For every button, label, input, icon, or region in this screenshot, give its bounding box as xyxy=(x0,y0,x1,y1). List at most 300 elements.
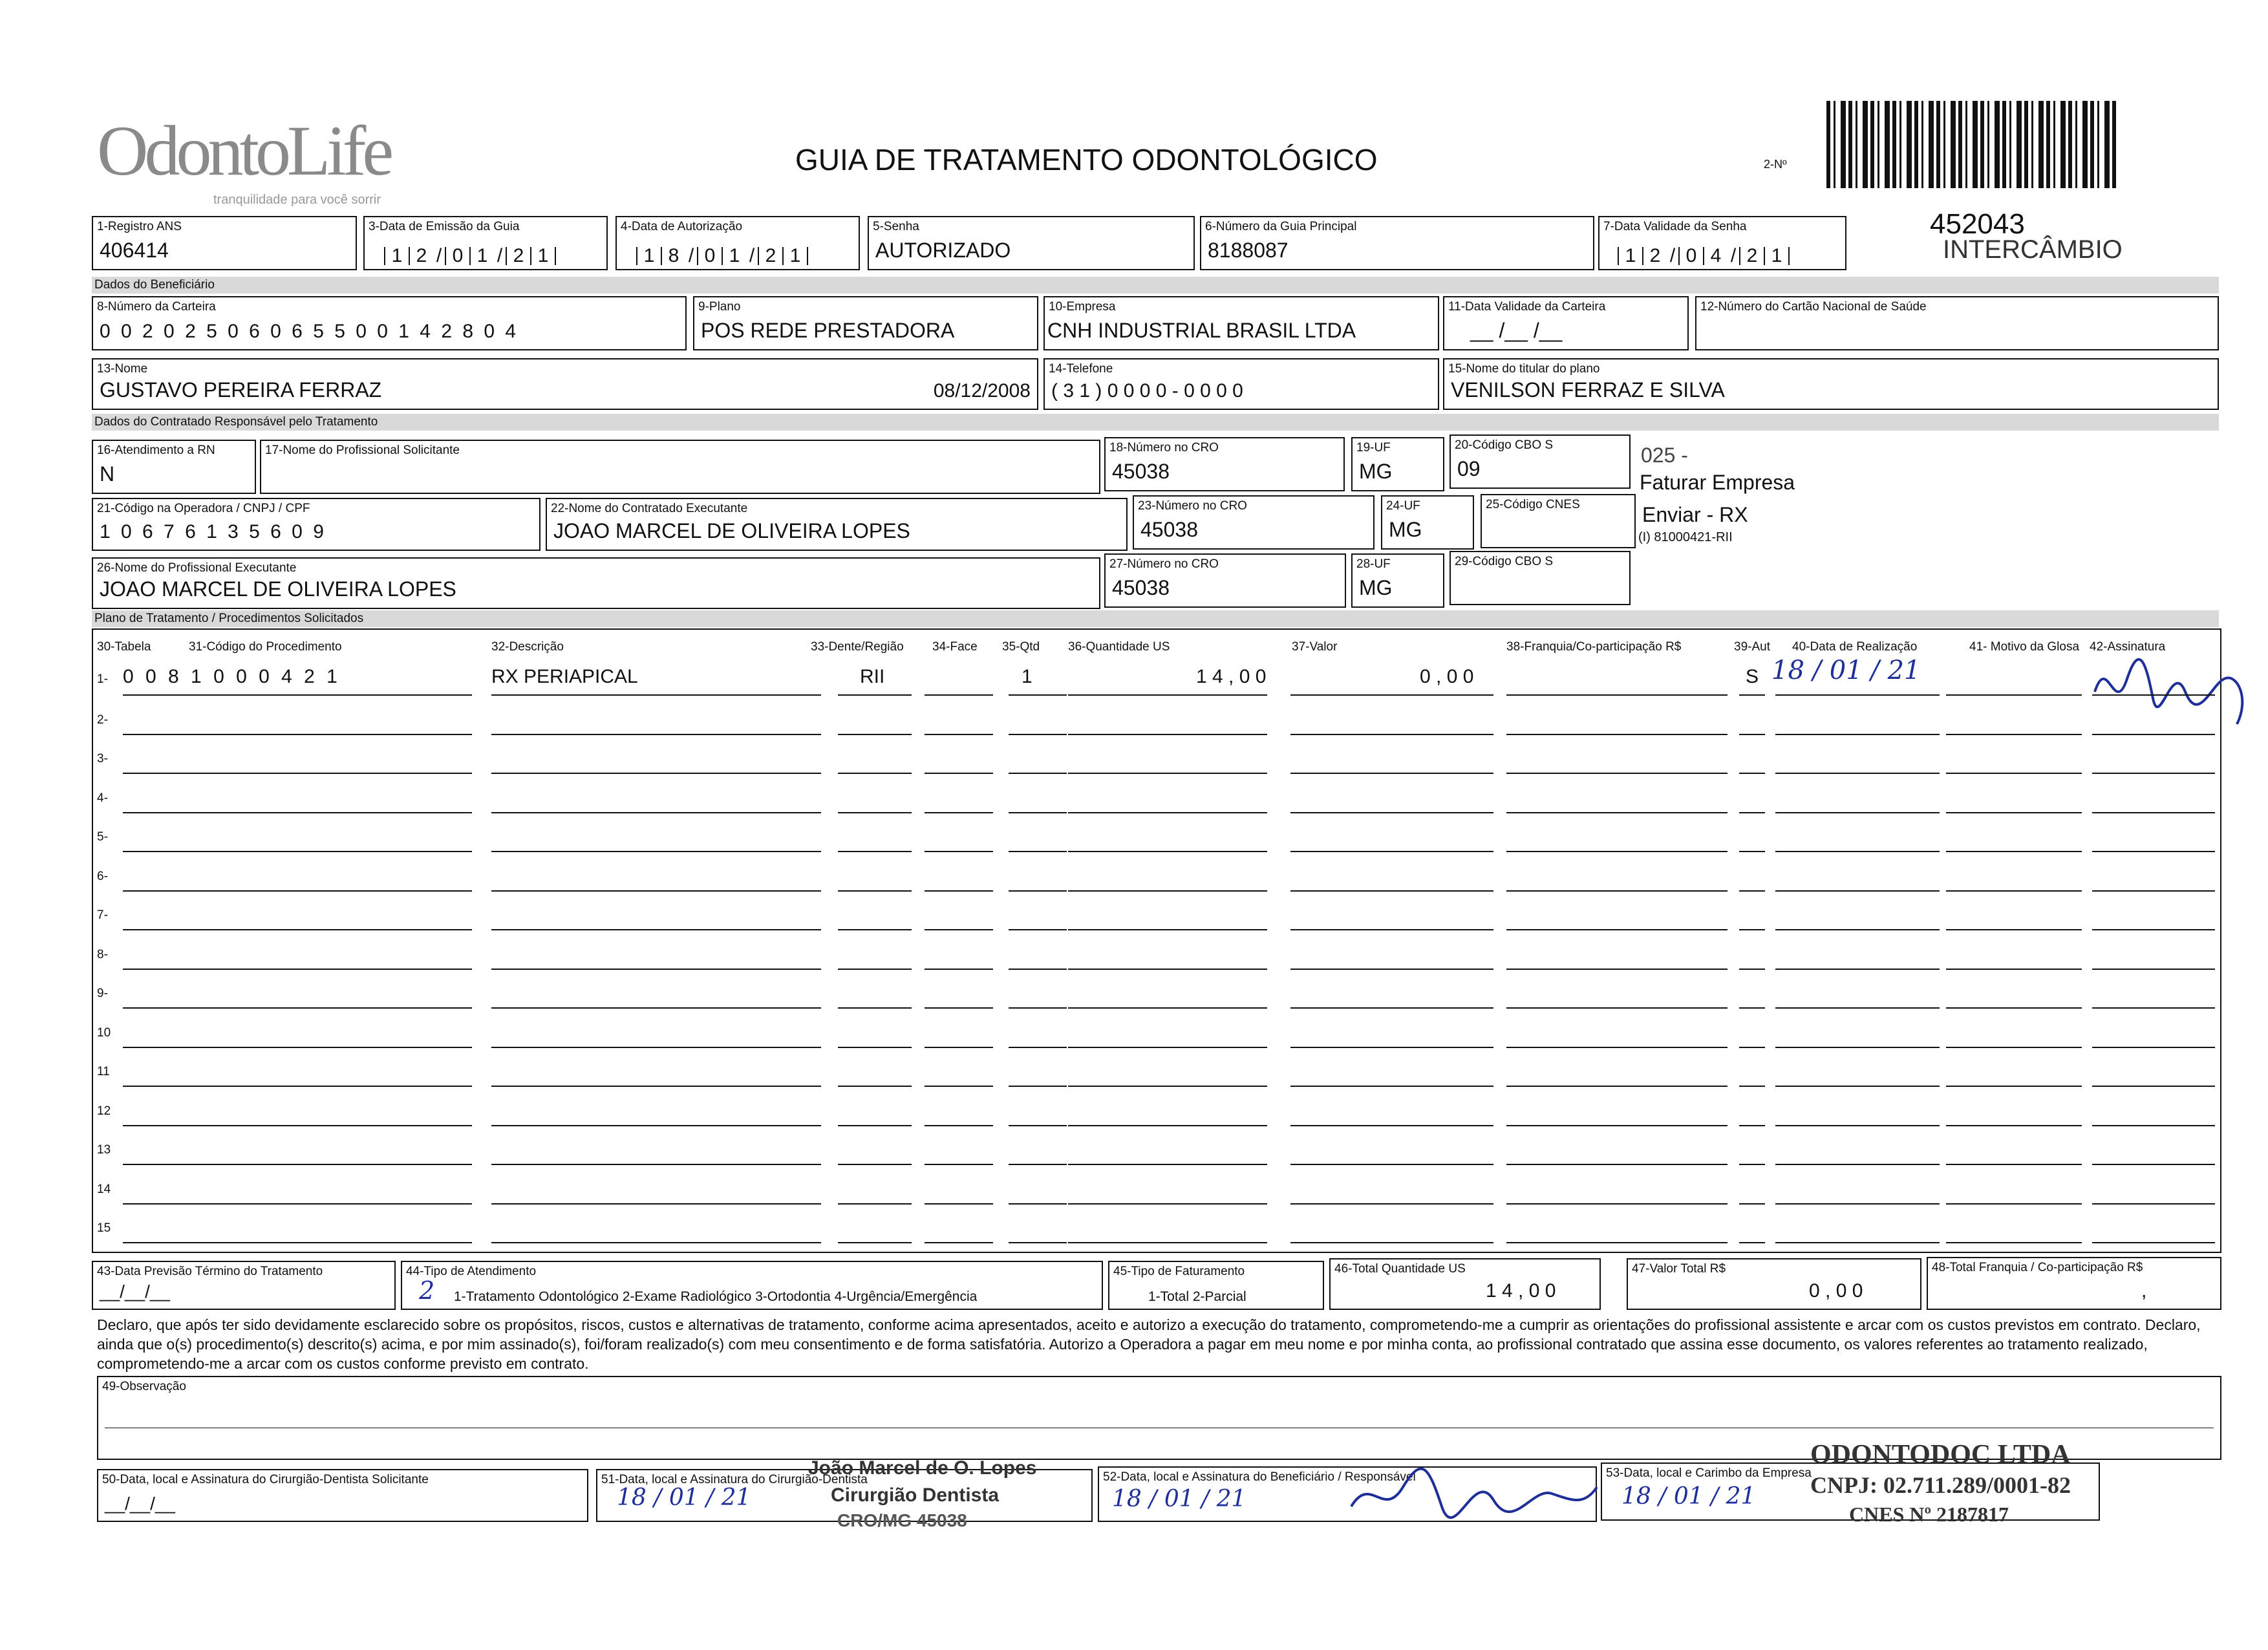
col-qtd: 35-Qtd xyxy=(1002,640,1040,654)
row1-codigo[interactable]: 0 0 8 1 0 0 0 4 2 1 xyxy=(123,666,341,687)
label: 5-Senha xyxy=(873,220,919,233)
value: 406414 xyxy=(100,239,169,262)
row-field-line xyxy=(1506,969,1728,970)
digit: / xyxy=(1730,245,1737,266)
field-cro27[interactable] xyxy=(1104,553,1346,608)
stamp-company-cnpj: CNPJ: 02.711.289/0001-82 xyxy=(1810,1472,2071,1498)
row-field-line xyxy=(1506,773,1728,774)
label: 13-Nome xyxy=(97,362,148,376)
barcode xyxy=(1826,101,2117,188)
field-registro-ans[interactable] xyxy=(92,216,357,270)
row-field-line xyxy=(491,969,821,970)
side-note-3: Enviar - RX xyxy=(1642,503,1748,526)
label: 25-Código CNES xyxy=(1486,498,1580,511)
row-field-line xyxy=(491,1125,821,1126)
field-senha[interactable] xyxy=(868,216,1195,270)
digit: 0 xyxy=(1678,247,1703,265)
digit: 1 xyxy=(1764,247,1790,265)
row-number: 9- xyxy=(97,987,108,1000)
row-field-line xyxy=(123,890,472,892)
value: JOAO MARCEL DE OLIVEIRA LOPES xyxy=(100,577,456,601)
row-field-line xyxy=(2092,773,2215,774)
row-field-line xyxy=(1506,1086,1728,1087)
stamp-company-cnes: CNES Nº 2187817 xyxy=(1849,1503,2009,1526)
date-value: 18 / 01 / 21 xyxy=(1112,1486,1246,1512)
value: __/__/__ xyxy=(100,1281,170,1302)
row-field-line xyxy=(1506,1242,1728,1243)
label: 19-UF xyxy=(1356,441,1391,455)
row-field-line xyxy=(1775,773,1940,774)
row-field-line xyxy=(491,929,821,930)
field-nome[interactable] xyxy=(92,358,1038,410)
label: 29-Código CBO S xyxy=(1455,555,1554,568)
field-cro18[interactable] xyxy=(1104,437,1345,491)
row-field-line xyxy=(1290,694,1493,696)
row-field-line xyxy=(1068,890,1267,892)
label: 24-UF xyxy=(1386,499,1420,513)
label: 17-Nome do Profissional Solicitante xyxy=(265,444,460,457)
row-field-line xyxy=(1946,1164,2082,1165)
row-field-line xyxy=(1009,812,1067,813)
label: 11-Data Validade da Carteira xyxy=(1448,300,1606,314)
row-field-line xyxy=(2092,734,2215,735)
col-qtd-us: 36-Quantidade US xyxy=(1068,640,1170,654)
row-field-line xyxy=(491,851,821,852)
row-field-line xyxy=(1068,1086,1267,1087)
digit: / xyxy=(436,245,442,266)
row-field-line xyxy=(1290,1007,1493,1009)
label: 53-Data, local e Carimbo da Empresa xyxy=(1606,1466,1812,1480)
value: 45038 xyxy=(1112,460,1170,483)
row-field-line xyxy=(925,1203,993,1205)
row-field-line xyxy=(1068,812,1267,813)
digit: 1 xyxy=(530,247,556,265)
section-label: Dados do Beneficiário xyxy=(94,278,215,292)
row-field-line xyxy=(491,1164,821,1165)
row-field-line xyxy=(1506,1047,1728,1048)
row-field-line xyxy=(1068,1007,1267,1009)
label: 15-Nome do titular do plano xyxy=(1448,362,1600,376)
row-field-line xyxy=(1009,1242,1067,1243)
row-field-line xyxy=(1739,969,1765,970)
value: GUSTAVO PEREIRA FERRAZ xyxy=(100,378,382,402)
row-field-line xyxy=(1775,694,1940,696)
row-field-line xyxy=(1775,1125,1940,1126)
digit: 0 xyxy=(445,247,469,265)
row-number: 7- xyxy=(97,908,108,922)
label: 3-Data de Emissão da Guia xyxy=(369,220,520,233)
row-field-line xyxy=(925,694,993,696)
row-field-line xyxy=(1068,1164,1267,1165)
value: MG xyxy=(1389,518,1422,541)
digit: 2 xyxy=(409,247,433,265)
row-field-line xyxy=(1009,1125,1067,1126)
row-field-line xyxy=(1290,734,1493,735)
row-field-line xyxy=(123,1086,472,1087)
row-field-line xyxy=(123,734,472,735)
value: 8188087 xyxy=(1208,239,1289,262)
row-field-line xyxy=(1506,734,1728,735)
col-face: 34-Face xyxy=(932,640,978,654)
field-telefone[interactable] xyxy=(1043,358,1439,410)
row-field-line xyxy=(123,1047,472,1048)
value: N xyxy=(100,462,115,486)
row-field-line xyxy=(1946,1007,2082,1009)
field-previsao[interactable] xyxy=(92,1261,396,1310)
guide-number: 452043 xyxy=(1930,208,2025,240)
field-assinatura-50[interactable] xyxy=(97,1469,588,1522)
field-plano[interactable] xyxy=(693,296,1038,350)
row-field-line xyxy=(838,929,912,930)
row-field-line xyxy=(123,929,472,930)
label: 27-Número no CRO xyxy=(1109,557,1219,571)
field-validade-senha[interactable] xyxy=(1598,216,1846,270)
label: 16-Atendimento a RN xyxy=(97,444,215,457)
row-field-line xyxy=(1506,1164,1728,1165)
label: 47-Valor Total R$ xyxy=(1632,1262,1726,1276)
row-field-line xyxy=(1946,1203,2082,1205)
row-field-line xyxy=(1775,1242,1940,1243)
row-field-line xyxy=(1775,1203,1940,1205)
row-field-line xyxy=(925,773,993,774)
field-uf19[interactable] xyxy=(1351,437,1444,491)
row-field-line xyxy=(1009,969,1067,970)
field-atendimento-rn[interactable] xyxy=(92,440,256,494)
row-field-line xyxy=(838,1203,912,1205)
row-field-line xyxy=(2092,1125,2215,1126)
field-guia-principal[interactable] xyxy=(1200,216,1594,270)
row-field-line xyxy=(1739,1047,1765,1048)
row-field-line xyxy=(838,1242,912,1243)
row-field-line xyxy=(1946,734,2082,735)
value: 09 xyxy=(1457,457,1481,480)
col-assinatura: 42-Assinatura xyxy=(2090,640,2166,654)
row-field-line xyxy=(1290,1164,1493,1165)
row1-qtd[interactable]: 1 xyxy=(1022,666,1032,687)
row-field-line xyxy=(925,1164,993,1165)
field-tipo-faturamento[interactable] xyxy=(1108,1261,1324,1310)
stamp-dentist-title: Cirurgião Dentista xyxy=(831,1484,1000,1506)
row-field-line xyxy=(1775,851,1940,852)
field-cartao-nacional[interactable] xyxy=(1695,296,2219,350)
row-field-line xyxy=(491,734,821,735)
faturamento-options: 1-Total 2-Parcial xyxy=(1148,1289,1246,1304)
row-field-line xyxy=(838,1007,912,1009)
logo-tagline: tranquilidade para você sorrir xyxy=(213,193,381,207)
row-field-line xyxy=(491,1242,821,1243)
row-field-line xyxy=(1009,734,1067,735)
row-field-line xyxy=(491,1203,821,1205)
row-field-line xyxy=(491,773,821,774)
row-field-line xyxy=(1946,969,2082,970)
row-field-line xyxy=(1068,969,1267,970)
label: 1-Registro ANS xyxy=(97,220,182,233)
label: 10-Empresa xyxy=(1049,300,1116,314)
row-field-line xyxy=(1775,929,1940,930)
row-field-line xyxy=(2092,929,2215,930)
label: 43-Data Previsão Término do Tratamento xyxy=(97,1265,323,1278)
row-field-line xyxy=(925,1007,993,1009)
row-field-line xyxy=(1506,694,1728,696)
row1-qtd-us[interactable]: 1 4 , 0 0 xyxy=(1196,666,1267,687)
label: 6-Número da Guia Principal xyxy=(1205,220,1357,233)
row-number: 11 xyxy=(97,1065,110,1078)
row-field-line xyxy=(123,969,472,970)
value: MG xyxy=(1359,576,1393,599)
row-field-line xyxy=(1739,890,1765,892)
field-prof-exec[interactable] xyxy=(92,557,1100,609)
row-field-line xyxy=(1775,1164,1940,1165)
row-field-line xyxy=(1009,1007,1067,1009)
row-field-line xyxy=(2092,812,2215,813)
row-field-line xyxy=(2092,969,2215,970)
row-field-line xyxy=(838,1047,912,1048)
label: 9-Plano xyxy=(698,300,741,314)
label: 28-UF xyxy=(1356,557,1391,571)
value: POS REDE PRESTADORA xyxy=(701,319,955,342)
row-field-line xyxy=(2092,694,2215,696)
row-field-line xyxy=(1290,851,1493,852)
row-field-line xyxy=(2092,1007,2215,1009)
row-field-line xyxy=(1739,929,1765,930)
row-field-line xyxy=(1009,929,1067,930)
row-field-line xyxy=(838,969,912,970)
field-uf28[interactable] xyxy=(1351,553,1444,608)
row-field-line xyxy=(1506,1007,1728,1009)
row-field-line xyxy=(1739,1164,1765,1165)
row-field-line xyxy=(1739,1203,1765,1205)
digit: 2 xyxy=(1642,247,1667,265)
row-field-line xyxy=(838,773,912,774)
field-franquia-total[interactable] xyxy=(1927,1257,2221,1310)
row-field-line xyxy=(1946,1086,2082,1087)
row-field-line xyxy=(925,890,993,892)
field-cbo29[interactable] xyxy=(1450,551,1631,605)
row-field-line xyxy=(925,1125,993,1126)
digit: / xyxy=(497,245,503,266)
value: ( 3 1 ) 0 0 0 0 - 0 0 0 0 xyxy=(1051,380,1243,402)
digit: / xyxy=(688,245,694,266)
row-field-line xyxy=(491,694,821,696)
row-field-line xyxy=(1009,773,1067,774)
field-uf24[interactable] xyxy=(1381,495,1474,550)
row-field-line xyxy=(1946,851,2082,852)
value: 1 0 6 7 6 1 3 5 6 0 9 xyxy=(100,521,326,542)
col-dente: 33-Dente/Região xyxy=(811,640,904,654)
digit: 8 xyxy=(661,247,685,265)
label: 14-Telefone xyxy=(1049,362,1113,376)
digit: / xyxy=(749,245,755,266)
guide-type: INTERCÂMBIO xyxy=(1943,235,2123,264)
row-field-line xyxy=(1068,1203,1267,1205)
label: 7-Data Validade da Senha xyxy=(1603,220,1747,233)
side-note-1: 025 - xyxy=(1641,444,1688,467)
row-field-line xyxy=(1290,929,1493,930)
value: 1 4 , 0 0 xyxy=(1486,1280,1556,1302)
label: 49-Observação xyxy=(102,1380,186,1393)
row-number: 2- xyxy=(97,712,108,727)
date-digits xyxy=(636,247,808,265)
row-field-line xyxy=(1290,1203,1493,1205)
row-field-line xyxy=(1506,929,1728,930)
field-cro23[interactable] xyxy=(1133,495,1375,550)
row1-dente[interactable]: RII xyxy=(860,666,885,687)
logo-text: OdontoLife xyxy=(97,111,390,190)
value: AUTORIZADO xyxy=(875,239,1011,262)
value: , xyxy=(2141,1280,2147,1302)
digit: 1 xyxy=(636,247,661,265)
row-field-line xyxy=(838,694,912,696)
row-field-line xyxy=(1290,1086,1493,1087)
field-titular[interactable] xyxy=(1443,358,2219,410)
row-field-line xyxy=(1739,1007,1765,1009)
field-valor-total[interactable] xyxy=(1627,1258,1921,1310)
row-field-line xyxy=(1290,773,1493,774)
row-field-line xyxy=(1290,1125,1493,1126)
row-field-line xyxy=(1739,1125,1765,1126)
label: 48-Total Franquia / Co-participação R$ xyxy=(1932,1261,2143,1274)
row-field-line xyxy=(1739,851,1765,852)
row-number: 1- xyxy=(97,672,108,686)
field-codigo-operadora[interactable] xyxy=(92,498,540,551)
row-field-line xyxy=(838,1086,912,1087)
row-field-line xyxy=(1068,929,1267,930)
value: 0 0 2 0 2 5 0 6 0 6 5 5 0 0 1 4 2 8 0 4 xyxy=(100,321,519,342)
side-note-4: (I) 81000421-RII xyxy=(1638,530,1733,544)
label: 50-Data, local e Assinatura do Cirurgião-Dentista Solicitante xyxy=(102,1473,429,1486)
row-number: 15 xyxy=(97,1221,111,1235)
value: __ /__ /__ xyxy=(1470,319,1563,342)
row-field-line xyxy=(491,1047,821,1048)
label: 18-Número no CRO xyxy=(1109,441,1219,455)
col-franquia: 38-Franquia/Co-participação R$ xyxy=(1506,640,1682,654)
value: 45038 xyxy=(1140,518,1198,541)
date-digits xyxy=(1618,247,1790,265)
row-field-line xyxy=(925,1047,993,1048)
digit: 1 xyxy=(1618,247,1642,265)
row1-valor[interactable]: 0 , 0 0 xyxy=(1420,666,1474,687)
row-field-line xyxy=(1290,1242,1493,1243)
row-field-line xyxy=(1290,969,1493,970)
col-data-realizacao: 40-Data de Realização xyxy=(1792,640,1918,654)
row-field-line xyxy=(1739,734,1765,735)
row-field-line xyxy=(1775,890,1940,892)
row-field-line xyxy=(1739,1242,1765,1243)
label: 21-Código na Operadora / CNPJ / CPF xyxy=(97,502,310,515)
birth-date: 08/12/2008 xyxy=(933,380,1031,402)
row-field-line xyxy=(1775,1007,1940,1009)
label: 4-Data de Autorização xyxy=(621,220,743,233)
row-field-line xyxy=(2092,1164,2215,1165)
row-field-line xyxy=(123,694,472,696)
field-data-emissao[interactable] xyxy=(363,216,608,270)
row-number: 4- xyxy=(97,791,108,805)
col-descricao: 32-Descrição xyxy=(491,640,564,654)
row-field-line xyxy=(1009,694,1067,696)
row-field-line xyxy=(1775,1047,1940,1048)
row-field-line xyxy=(1739,812,1765,813)
row-field-line xyxy=(838,734,912,735)
field-prof-solicitante[interactable] xyxy=(260,440,1100,494)
row-field-line xyxy=(1068,851,1267,852)
field-cbo20[interactable] xyxy=(1450,434,1631,489)
field-contratado-exec[interactable] xyxy=(546,498,1128,551)
label: 52-Data, local e Assinatura do Beneficiário / Responsável xyxy=(1103,1470,1416,1484)
field-validade-carteira[interactable] xyxy=(1443,296,1689,350)
tipo-code: 2 xyxy=(419,1276,435,1305)
date-digits xyxy=(384,247,556,265)
row-field-line xyxy=(1290,1047,1493,1048)
row1-descricao[interactable]: RX PERIAPICAL xyxy=(491,666,638,687)
field-cnes25[interactable] xyxy=(1481,494,1636,548)
row-field-line xyxy=(925,1086,993,1087)
col-aut: 39-Aut xyxy=(1734,640,1770,654)
field-total-us[interactable] xyxy=(1329,1258,1601,1310)
row-field-line xyxy=(1739,1086,1765,1087)
declaration-text: Declaro, que após ter sido devidamente esclarecido sobre os propósitos, riscos, custos e alternativas de tratamento, conforme acima apresentados, aceito e autorizo a execução do tratamento, comprometendo-me a cumprir as orientações do profissional assistente e arcar com os custos previstos em contrato. Declaro, ainda que o(s) procedimento(s) descrito(s) acima, e por mim assinado(s), foi/foram realizado(s) com meu consentimento e de forma satisfatória. Autorizo a Operadora a pagar em meu nome e por minha conta, ao profissional contratado que assina esse documento, os valores referentes ao tratamento realizado, comprometendo-me a arcar com os custos conforme previsto em contrato. xyxy=(97,1316,2201,1372)
row1-signature xyxy=(2088,640,2256,737)
field-data-autorizacao[interactable] xyxy=(615,216,860,270)
col-tabela: 30-Tabela xyxy=(97,640,151,654)
row-number: 12 xyxy=(97,1104,111,1118)
row-field-line xyxy=(838,812,912,813)
digit: 1 xyxy=(469,247,494,265)
label: 26-Nome do Profissional Executante xyxy=(97,561,297,575)
row-field-line xyxy=(2092,1203,2215,1205)
tipo-options: 1-Tratamento Odontológico 2-Exame Radiológico 3-Ortodontia 4-Urgência/Emergência xyxy=(454,1289,978,1304)
logo xyxy=(97,110,394,213)
row-field-line xyxy=(123,1164,472,1165)
field-tipo-atendimento[interactable] xyxy=(401,1261,1103,1310)
field-carteira[interactable] xyxy=(92,296,687,350)
digit: / xyxy=(1669,245,1676,266)
value: 0 , 0 0 xyxy=(1809,1280,1863,1302)
value: CNH INDUSTRIAL BRASIL LTDA xyxy=(1047,319,1356,342)
row-field-line xyxy=(2092,851,2215,852)
row-field-line xyxy=(123,812,472,813)
row-field-line xyxy=(1068,734,1267,735)
row-field-line xyxy=(1009,1203,1067,1205)
row-field-line xyxy=(1290,812,1493,813)
row-field-line xyxy=(123,1203,472,1205)
label: 8-Número da Carteira xyxy=(97,300,216,314)
page-title: GUIA DE TRATAMENTO ODONTOLÓGICO xyxy=(795,143,1378,177)
row-field-line xyxy=(1068,1047,1267,1048)
stamp-company-name: ODONTODOC LTDA xyxy=(1810,1440,2071,1470)
row-field-line xyxy=(1068,694,1267,696)
value: JOAO MARCEL DE OLIVEIRA LOPES xyxy=(553,519,910,542)
label: 51-Data, local e Assinatura do Cirurgião-Dentista xyxy=(601,1473,868,1486)
guide-number-label: 2-Nº xyxy=(1764,158,1787,171)
row-field-line xyxy=(1739,694,1765,696)
digit: 0 xyxy=(697,247,722,265)
value: 45038 xyxy=(1112,576,1170,599)
section-label: Plano de Tratamento / Procedimentos Solicitados xyxy=(94,612,364,625)
row-field-line xyxy=(1506,1125,1728,1126)
row-field-line xyxy=(1946,1047,2082,1048)
row-field-line xyxy=(1506,890,1728,892)
row1-data[interactable]: 18 / 01 / 21 xyxy=(1771,656,1921,685)
digit: 4 xyxy=(1703,247,1728,265)
stamp-dentist-name: João Marcel de O. Lopes xyxy=(808,1457,1037,1479)
field-empresa[interactable] xyxy=(1043,296,1439,350)
row-field-line xyxy=(1009,851,1067,852)
section-plano-tratamento xyxy=(92,610,2219,627)
row-field-line xyxy=(1946,773,2082,774)
row1-aut[interactable]: S xyxy=(1746,666,1759,687)
date-value: 18 / 01 / 21 xyxy=(1621,1483,1756,1510)
row-field-line xyxy=(1009,1086,1067,1087)
